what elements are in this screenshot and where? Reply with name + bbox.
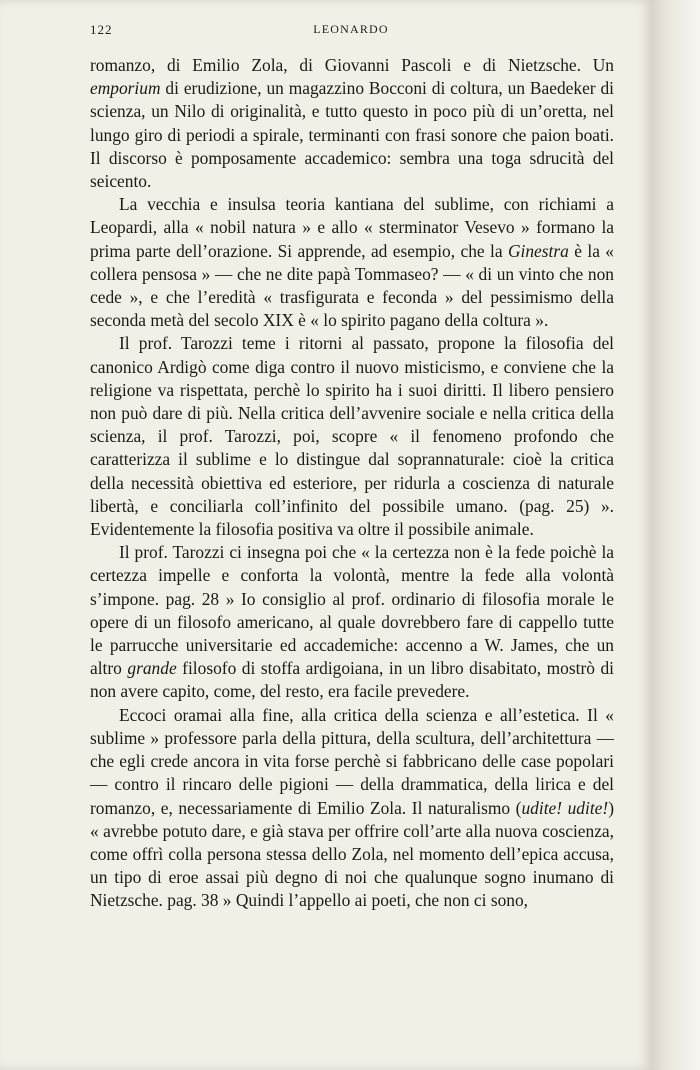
paragraph: [90, 332, 614, 541]
italic-text: emporium: [90, 78, 161, 99]
text-run: romanzo, di Emilio Zola, di Giovanni Pascoli e di Nietzsche. Un: [90, 55, 614, 75]
italic-text: Ginestra: [507, 240, 569, 261]
page-number: 122: [90, 22, 113, 37]
running-head: LEONARDO: [313, 22, 389, 36]
italic-text: grande: [127, 658, 177, 679]
text-run: è la « collera pensosa » — che ne dite papà Tommaseo? — « di un vinto che non cede », e che l’eredità « trasfigurata e feconda » del pessimismo della seconda metà del secolo XIX è « lo spirito pagano della coltura ».: [90, 240, 614, 331]
text-run: filosofo di stoffa ardigoiana, in un libro disabitato, mostrò di non avere capito, come, del resto, era facile prevedere.: [90, 658, 614, 702]
paragraph: [90, 541, 614, 703]
body-text: [90, 54, 614, 913]
paragraph: [90, 54, 614, 193]
page-header: [90, 22, 612, 42]
italic-text: udite! udite!: [521, 797, 609, 818]
text-run: Il prof. Tarozzi teme i ritorni al passato, propone la filosofia del canonico Ardigò come diga contro il nuovo misticismo, e conviene che la religione va rispettata, perchè lo spirito ha i suoi diritti. Il libero pensiero non può dare di più. Nella critica dell’avvenire sociale e nella critica della scienza, il prof. Tarozzi, poi, scopre « il fenomeno profondo che caratterizza il sublime e lo distingue dal soprannaturale: cioè la critica della necessità obiettiva ed esteriore, per ridurla a coscienza di naturale libertà, e conciliarla coll’infinito del possibile umano. (pag. 25) ». Evidentemente la filosofia positiva va oltre il possibile animale.: [90, 333, 614, 540]
paragraph: [90, 704, 614, 913]
text-run: Eccoci oramai alla fine, alla critica della scienza e all’estetica. Il « sublime » professore parla della pittura, della scultura, dell’architettura — che egli crede ancora in vita forse perchè si fabbricano delle case popolari — contro il rincaro delle pigioni — della drammatica, della lirica e del romanzo, e, necessariamente di Emilio Zola. Il naturalismo (: [90, 704, 614, 818]
text-run: La vecchia e insulsa teoria kantiana del sublime, con richiami a Leopardi, alla « nobil natura » e allo « sterminator Vesevo » formano la prima parte dell’orazione. Si apprende, ad esempio, che la: [90, 194, 614, 261]
text-run: ) « avrebbe potuto dare, e già stava per offrire coll’arte alla nuova coscienza, come offrì colla persona stessa dello Zola, nel momento dell’epica accusa, un tipo di eroe assai più degno di noi che qualunque sogno inumano di Nietzsche. pag. 38 » Quindi l’appello ai poeti, che non ci sono,: [90, 797, 614, 911]
text-run: Il prof. Tarozzi ci insegna poi che « la certezza non è la fede poichè la certezza impelle e conforta la volontà, mentre la fede alla volontà s’impone. pag. 28 » Io consiglio al prof. ordinario di filosofia morale le opere di un filosofo americano, al quale dovrebbero fare di cappello tutte le parrucche universitarie ed accademiche: accenno a W. James, che un altro: [90, 542, 614, 679]
text-run: di erudizione, un magazzino Bocconi di coltura, un Baedeker di scienza, un Nilo di originalità, e tutto questo in poco più di un’oretta, nel lungo giro di periodi a spirale, terminanti con frasi sonore che paion boati. Il discorso è pomposamente accademico: sembra una toga sdrucità del seicento.: [90, 78, 614, 192]
next-page-edge: [652, 0, 700, 1070]
paragraph: [90, 193, 614, 332]
